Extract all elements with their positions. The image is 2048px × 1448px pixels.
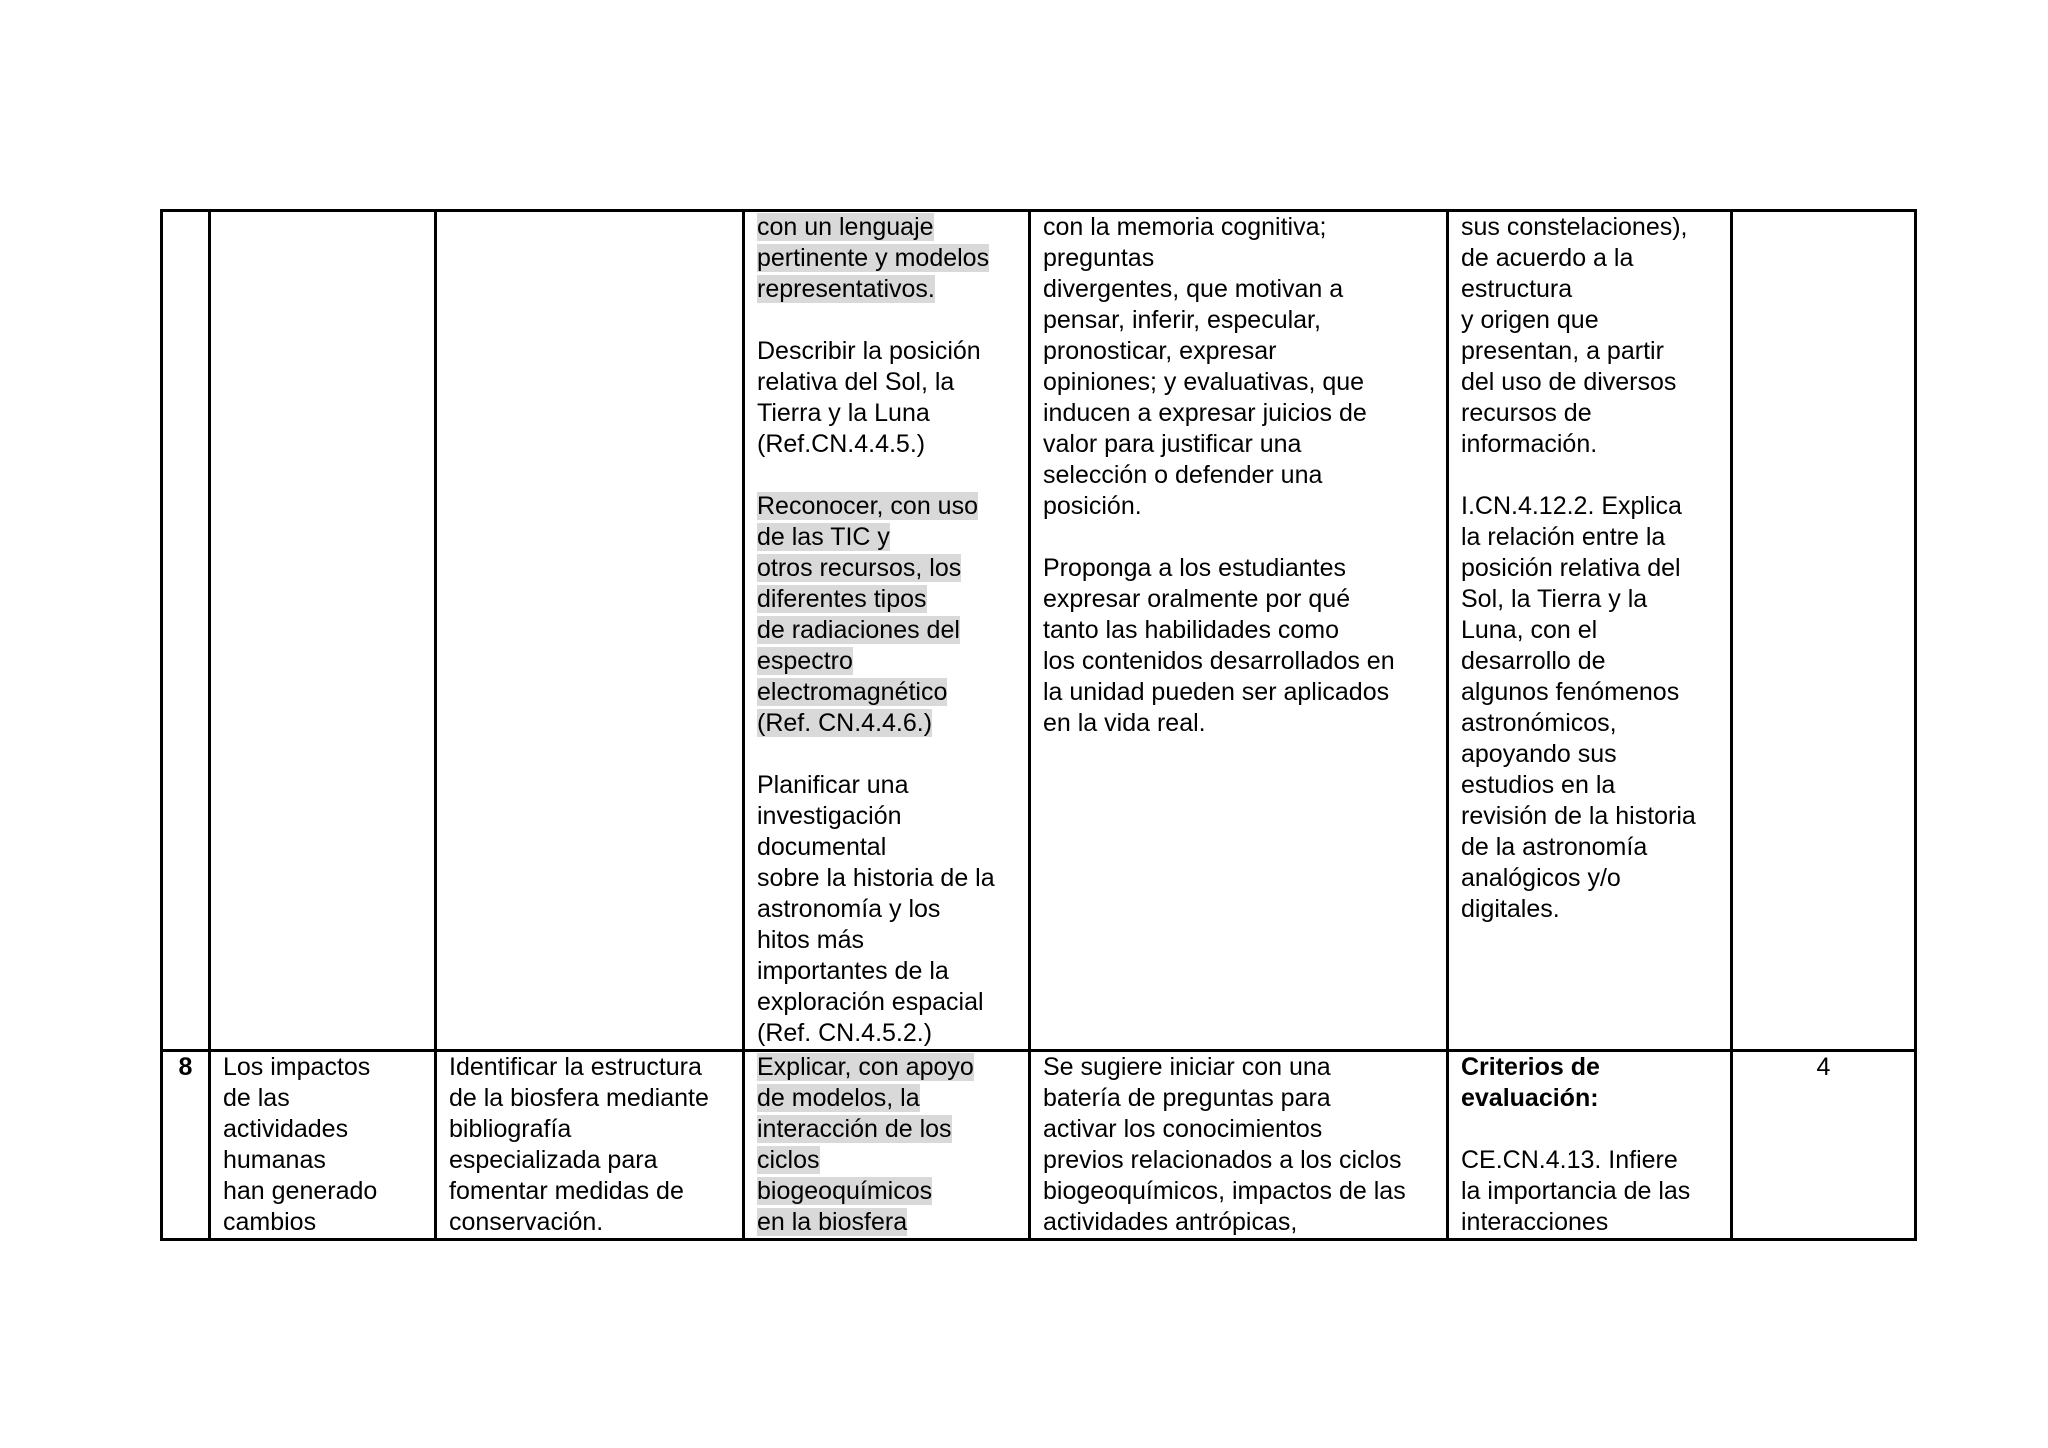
number-cell — [162, 211, 210, 1051]
strategy-text: Proponga a los estudiantes expresar oralmente por qué tanto las habilidades como los contenidos desarrollados en la unidad pueden ser aplicados en la vida real. — [1043, 554, 1395, 737]
evaluation-text: sus constelaciones), de acuerdo a la estructura y origen que presentan, a partir del uso de diversos recursos de información. — [1461, 213, 1688, 458]
unit-objective-cell — [436, 1051, 744, 1240]
number-cell — [162, 1051, 210, 1240]
table-row — [162, 1051, 1916, 1240]
skill-text: con un lenguaje pertinente y modelos representativos. — [757, 213, 990, 303]
strategy-text: Se sugiere iniciar con una batería de preguntas para activar los conocimientos previos relacionados a los ciclos biogeoquímicos, impactos de las actividades antrópicas, — [1043, 1053, 1406, 1236]
strategies-cell — [1030, 211, 1448, 1051]
evaluation-cell — [1448, 1051, 1732, 1240]
evaluation-cell — [1448, 211, 1732, 1051]
evaluation-text: I.CN.4.12.2. Explica la relación entre la posición relativa del Sol, la Tierra y la Luna, con el desarrollo de algunos fenómenos astronómicos, apoyando sus estudios en la revisión de la historia de la astronomía analógicos y/o digitales. — [1461, 492, 1696, 923]
unit-title-cell — [210, 1051, 436, 1240]
weeks-cell — [1732, 1051, 1916, 1240]
weeks-value: 4 — [1816, 1053, 1831, 1081]
unit-title-cell — [210, 211, 436, 1051]
planning-table — [160, 209, 1917, 1241]
skill-text: Reconocer, con uso de las TIC y otros recursos, los diferentes tipos de radiaciones del espectro electromagnético (Ref. CN.4.4.6.) — [757, 492, 978, 737]
unit-objective: Identificar la estructura de la biosfera mediante bibliografía especializada para fomentar medidas de conservación. — [449, 1053, 709, 1236]
strategy-text: con la memoria cognitiva; preguntas divergentes, que motivan a pensar, inferir, especular, pronosticar, expresar opiniones; y evaluativas, que inducen a expresar juicios de valor para justificar una selección o defender una posición. — [1043, 213, 1367, 520]
skill-text: Explicar, con apoyo de modelos, la interacción de los ciclos biogeoquímicos en la biosfera — [757, 1053, 974, 1236]
unit-title: Los impactos de las actividades humanas han generado cambios — [223, 1053, 378, 1236]
skills-cell — [744, 211, 1030, 1051]
unit-number: 8 — [178, 1053, 193, 1081]
evaluation-heading: Criterios de evaluación: — [1461, 1053, 1600, 1112]
weeks-cell — [1732, 211, 1916, 1051]
unit-objective-cell — [436, 211, 744, 1051]
strategies-cell — [1030, 1051, 1448, 1240]
skill-text: Planificar una investigación documental sobre la historia de la astronomía y los hitos más importantes de la exploración espacial (Ref. CN.4.5.2.) — [757, 771, 995, 1047]
table-row — [162, 211, 1916, 1051]
skill-text: Describir la posición relativa del Sol, la Tierra y la Luna (Ref.CN.4.4.5.) — [757, 337, 981, 458]
skills-cell — [744, 1051, 1030, 1240]
evaluation-text: CE.CN.4.13. Infiere la importancia de las interacciones — [1461, 1146, 1691, 1236]
